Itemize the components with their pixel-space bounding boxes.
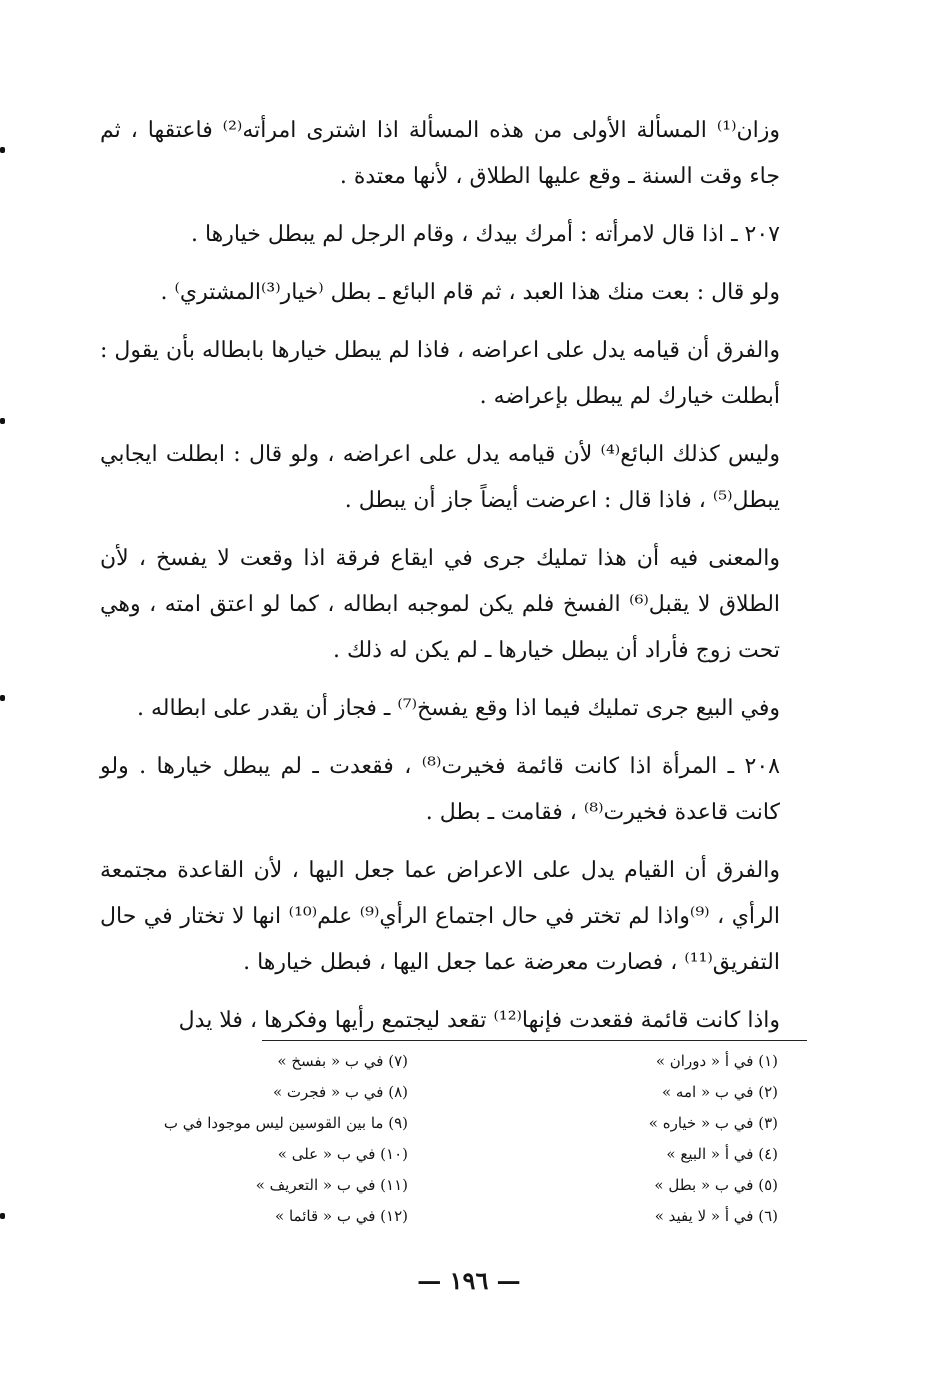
scan-edge-mark [0, 418, 5, 424]
paragraph-7: وفي البيع جرى تمليك فيما اذا وقع يفسخ⁽⁷⁾ ـ فجاز أن يقدر على ابطاله . [136, 696, 780, 721]
footnote-separator [262, 1040, 807, 1041]
footnote-3: (٣) في ب « خياره » [648, 1114, 778, 1132]
paragraph-2: ٢٠٧ ـ اذا قال لامرأته : أمرك بيدك ، وقام الرجل لم يبطل خيارها . [190, 222, 780, 247]
scan-edge-mark [0, 695, 5, 701]
footnote-4: (٤) في أ « البيع » [666, 1145, 778, 1163]
paragraph-3: ولو قال : بعت منك هذا العبد ، ثم قام البائع ـ بطل ⁽خيار⁽³⁾المشتري⁾ . [160, 280, 780, 305]
paragraph-1: وزان⁽¹⁾ المسألة الأولى من هذه المسألة اذا اشترى امرأته⁽²⁾ فاعتقها ، ثم جاء وقت السنة ـ وقع عليها الطلاق ، لأنها معتدة . [100, 118, 780, 189]
paragraph-9: والفرق أن القيام يدل على الاعراض عما جعل اليها ، لأن القاعدة مجتمعة الرأي ، ⁽⁹⁾واذا لم تختر في حال اجتماع الرأي⁽⁹⁾ علم⁽¹⁰⁾ انها لا تختار في حال التفريق⁽¹¹⁾ ، فصارت معرضة عما جعل اليها ، فبطل خيارها . [100, 858, 780, 975]
footnote-9: (٩) ما بين القوسين ليس موجودا في ب [163, 1114, 408, 1132]
paragraph-8: ٢٠٨ ـ المرأة اذا كانت قائمة فخيرت⁽⁸⁾ ، فقعدت ـ لم يبطل خيارها . ولو كانت قاعدة فخيرت⁽⁸⁾ ، فقامت ـ بطل . [100, 754, 780, 825]
paragraph-10: واذا كانت قائمة فقعدت فإنها⁽¹²⁾ تقعد ليجتمع رأيها وفكرها ، فلا يدل [178, 1008, 780, 1033]
footnotes-left-column [108, 1046, 408, 1232]
footnote-12: (١٢) في ب « قائما » [275, 1207, 408, 1225]
footnote-7: (٧) في ب « بفسخ » [277, 1052, 408, 1070]
paragraph-4: والفرق أن قيامه يدل على اعراضه ، فاذا لم يبطل خيارها بابطاله بأن يقول : أبطلت خيارك لم يبطل بإعراضه . [100, 338, 780, 409]
footnote-10: (١٠) في ب « على » [277, 1145, 408, 1163]
footnote-5: (٥) في ب « بطل » [654, 1176, 778, 1194]
scan-edge-mark [0, 147, 5, 153]
footnote-8: (٨) في ب « فجرت » [272, 1083, 408, 1101]
paragraph-5: وليس كذلك البائع⁽⁴⁾ لأن قيامه يدل على اعراضه ، ولو قال : ابطلت ايجابي يبطل⁽⁵⁾ ، فاذا قال : اعرضت أيضاً جاز أن يبطل . [100, 442, 780, 513]
main-text [100, 108, 780, 1056]
footnotes-right-column [568, 1046, 778, 1232]
paragraph-6: والمعنى فيه أن هذا تمليك جرى في ايقاع فرقة اذا وقعت لا يفسخ ، لأن الطلاق لا يقبل⁽⁶⁾ الفسخ فلم يكن لموجبه ابطاله ، كما لو اعتق امته ، وهي تحت زوج فأراد أن يبطل خيارها ـ لم يكن له ذلك . [100, 546, 781, 663]
footnote-1: (١) في أ « دوران » [655, 1052, 778, 1070]
footnote-6: (٦) في أ « لا يفيد » [654, 1207, 778, 1225]
scan-edge-mark [0, 1213, 5, 1219]
footnote-2: (٢) في ب « امه » [661, 1083, 778, 1101]
page-number: — ١٩٦ — [417, 1266, 521, 1295]
footnote-11: (١١) في ب « التعريف » [255, 1176, 408, 1194]
